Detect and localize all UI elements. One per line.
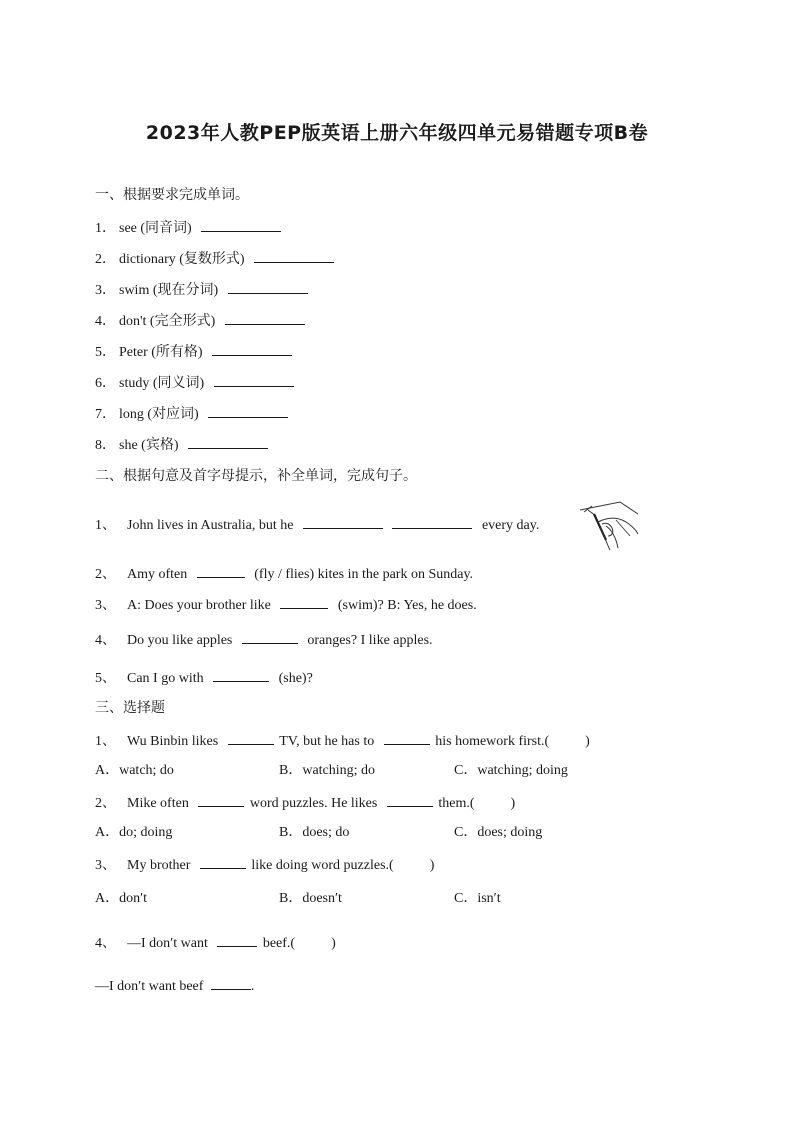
s2-question-3: 3、 A: Does your brother like (swim)? B: Yes, he does. bbox=[95, 595, 477, 615]
answer-blank[interactable] bbox=[228, 731, 274, 745]
section-1-heading: 一、根据要求完成单词。 bbox=[95, 187, 249, 203]
answer-blank[interactable] bbox=[200, 855, 246, 869]
answer-blank[interactable] bbox=[201, 218, 281, 232]
s2-question-4: 4、 Do you like apples oranges? I like apples. bbox=[95, 630, 433, 650]
answer-blank[interactable] bbox=[213, 668, 269, 682]
s2-question-5: 5、 Can I go with (she)? bbox=[95, 668, 313, 688]
answer-blank[interactable] bbox=[303, 515, 383, 529]
s3-question-3: 3、 My brother like doing word puzzles.( ) bbox=[95, 855, 434, 875]
section-2-heading: 二、根据句意及首字母提示，补全单词，完成句子。 bbox=[95, 468, 417, 484]
s1-item-8: 8． she (宾格) bbox=[95, 435, 268, 455]
answer-blank[interactable] bbox=[384, 731, 430, 745]
s3-question-1: 1、 Wu Binbin likes TV, but he has to his homework first.( ) bbox=[95, 731, 590, 751]
s3-q2-option-a[interactable]: A．do; doing bbox=[95, 825, 173, 840]
s3-q1-option-a[interactable]: A．watch; do bbox=[95, 763, 174, 778]
s1-item-7: 7． long (对应词) bbox=[95, 404, 288, 424]
answer-blank[interactable] bbox=[387, 793, 433, 807]
s2-question-1: 1、 John lives in Australia, but he every day. bbox=[95, 515, 539, 535]
answer-blank[interactable] bbox=[198, 793, 244, 807]
s3-q1-option-b[interactable]: B．watching; do bbox=[279, 763, 376, 778]
answer-blank[interactable] bbox=[208, 404, 288, 418]
answer-blank[interactable] bbox=[217, 933, 257, 947]
s3-q3-option-b[interactable]: B．doesn′t bbox=[279, 891, 342, 906]
answer-blank[interactable] bbox=[214, 373, 294, 387]
answer-blank[interactable] bbox=[228, 280, 308, 294]
s1-item-4: 4． don't (完全形式) bbox=[95, 311, 305, 331]
answer-blank[interactable] bbox=[254, 249, 334, 263]
s1-item-5: 5． Peter (所有格) bbox=[95, 342, 292, 362]
s3-question-4-response: —I don′t want beef . bbox=[95, 976, 254, 996]
s3-question-4: 4、 —I don′t want beef.( ) bbox=[95, 933, 336, 953]
s3-question-2: 2、 Mike often word puzzles. He likes them.( ) bbox=[95, 793, 515, 813]
s3-q1-option-c[interactable]: C．watching; doing bbox=[454, 763, 568, 778]
answer-blank[interactable] bbox=[197, 564, 245, 578]
s3-q3-option-a[interactable]: A．don′t bbox=[95, 891, 148, 906]
s1-item-6: 6． study (同义词) bbox=[95, 373, 294, 393]
hand-writing-icon bbox=[576, 500, 640, 556]
answer-blank[interactable] bbox=[392, 515, 472, 529]
answer-blank[interactable] bbox=[225, 311, 305, 325]
section-3-heading: 三、选择题 bbox=[95, 700, 165, 716]
s3-q2-option-c[interactable]: C．does; doing bbox=[454, 825, 543, 840]
page-title: 2023年人教PEP版英语上册六年级四单元易错题专项B卷 bbox=[145, 122, 649, 144]
s1-item-3: 3． swim (现在分词) bbox=[95, 280, 308, 300]
answer-blank[interactable] bbox=[242, 630, 298, 644]
s1-item-1: 1． see (同音词) bbox=[95, 218, 281, 238]
s3-q3-option-c[interactable]: C．isn′t bbox=[454, 891, 501, 906]
answer-blank[interactable] bbox=[280, 595, 328, 609]
answer-blank[interactable] bbox=[188, 435, 268, 449]
answer-blank[interactable] bbox=[211, 976, 251, 990]
s1-item-2: 2． dictionary (复数形式) bbox=[95, 249, 334, 269]
s3-q2-option-b[interactable]: B．does; do bbox=[279, 825, 350, 840]
s2-question-2: 2、 Amy often (fly / flies) kites in the park on Sunday. bbox=[95, 564, 473, 584]
answer-blank[interactable] bbox=[212, 342, 292, 356]
